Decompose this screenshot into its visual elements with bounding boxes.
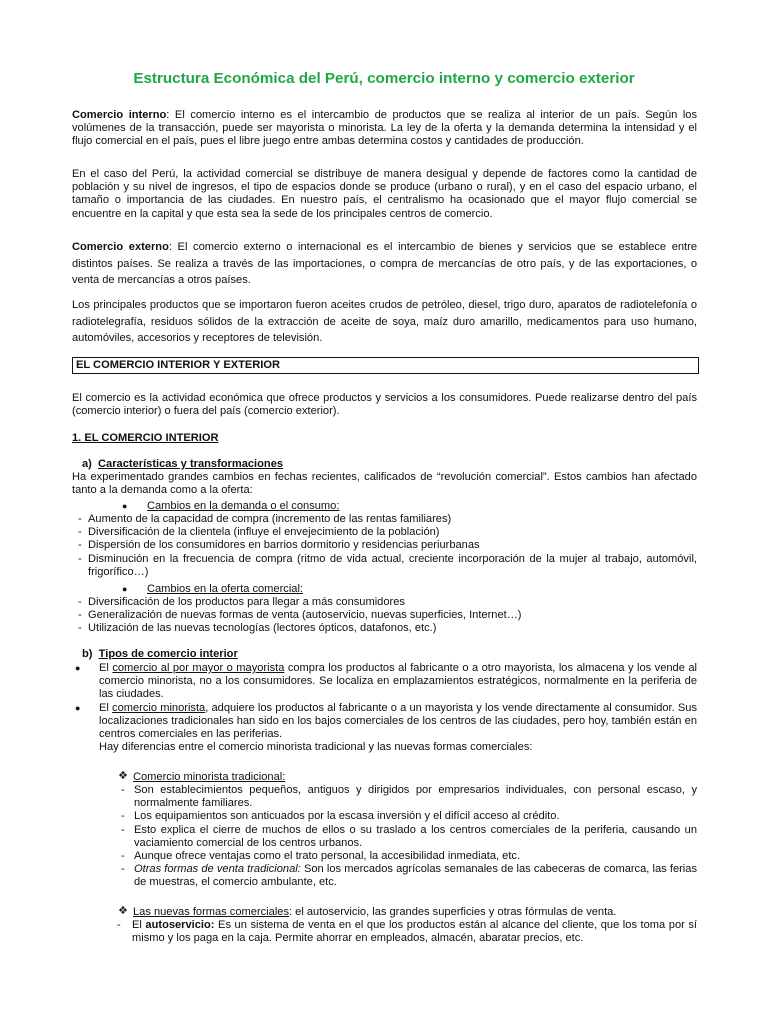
list-item: - Dispersión de los consumidores en barrios dormitorio y residencias periurbanas: [78, 539, 480, 552]
section-heading-box: EL COMERCIO INTERIOR Y EXTERIOR: [72, 357, 699, 374]
list-item: - Utilización de las nuevas tecnologías (lectores ópticos, datafonos, etc.): [78, 622, 437, 635]
diamond-bullet-icon: ❖: [118, 770, 128, 782]
subheading-a: a) Características y transformaciones: [82, 458, 284, 470]
bullet-icon: ●: [75, 702, 81, 713]
paragraph-commerce-definition: El comercio es la actividad económica que ofrece productos y servicios a los consumidores. Puede realizarse dentro del país (comercio interior) o fuera del país (comercio exterior).: [72, 392, 697, 418]
list-item: - Son establecimientos pequeños, antiguos y dirigidos por empresarios individuales, con personal escaso, y normalmente familiares.: [121, 784, 697, 810]
list-item: - Diversificación de la clientela (influye el envejecimiento de la población): [78, 526, 440, 539]
list-item: - Los equipamientos son anticuados por la escasa inversión y el difícil acceso al crédito.: [121, 810, 560, 823]
new-forms-list: [72, 919, 697, 945]
types-list: [72, 662, 697, 754]
paragraph-peru-case: En el caso del Perú, la actividad comercial se distribuye de manera desigual y depende de factores como la cantidad de población y su nivel de ingresos, el tipo de espacios donde se produce (urbano o rural), y en el caso del espacio urbano, el tamaño o importancia de las ciudades. En nuestro país, el centralismo ha ocasionado que el mayor flujo comercial se encuentre en la capital y que esta sea la sede de los principales centros de comercio.: [72, 168, 697, 220]
term-comercio-externo: Comercio externo: [72, 241, 169, 253]
trad-heading: ❖ Comercio minorista tradicional:: [118, 770, 286, 783]
trad-list: [72, 784, 697, 890]
offer-list: [72, 596, 697, 636]
list-item-minorista: ● El comercio minorista, adquiere los productos al fabricante o a un mayorista y los vende directamente al consumidor. Sus localizaciones tradicionales han sido en los bajos comerciales de los centros de las ciudades, pero hoy, también están en centros comerciales en las periferias. Hay diferencias entre el comercio minorista tradicional y las nuevas formas comerciales:: [75, 701, 697, 754]
list-item: - Generalización de nuevas formas de venta (autoservicio, nuevas superficies, Internet…): [78, 609, 522, 622]
diamond-bullet-icon: ❖: [118, 905, 128, 917]
list-item: - Otras formas de venta tradicional: Son los mercados agrícolas semanales de las cabeceras de comarca, las ferias de muestras, el comercio ambulante, etc.: [121, 863, 697, 889]
list-item-mayorista: ● El comercio al por mayor o mayorista compra los productos al fabricante o a otro mayorista, los almacena y los vende al comercio minorista, no a los consumidores. Se localiza en emplazamientos estratégicos, normalmente en la periferia de las ciudades.: [75, 662, 697, 701]
list-item: - Aunque ofrece ventajas como el trato personal, la accesibilidad inmediata, etc.: [121, 850, 521, 863]
demand-list: [72, 513, 697, 579]
list-item: - Diversificación de los productos para llegar a más consumidores: [78, 596, 405, 608]
bullet-icon: ●: [75, 663, 81, 673]
list-item: - Disminución en la frecuencia de compra (ritmo de vida actual, creciente incorporación de la mujer al trabajo, automóvil, frigorífico…): [78, 552, 697, 578]
bullet-icon: ●: [122, 501, 128, 511]
offer-heading: ● Cambios en la oferta comercial:: [122, 583, 303, 595]
demand-heading: ● Cambios en la demanda o el consumo:: [122, 500, 340, 512]
bullet-icon: ●: [122, 584, 128, 594]
new-forms-heading: ❖ Las nuevas formas comerciales: el autoservicio, las grandes superficies y otras fórmulas de venta.: [118, 905, 617, 918]
paragraph-comercio-externo: Comercio externo: El comercio externo o internacional es el intercambio de bienes y servicios que se establece entre distintos países. Se realiza a través de las importaciones, o compra de mercancías de otro país, y de las exportaciones, o venta de mercancías a otros países.: [72, 241, 697, 286]
paragraph-a-intro: Ha experimentado grandes cambios en fechas recientes, calificados de “revolución comercial”. Estos cambios han afectado tanto a la demanda como a la oferta:: [72, 471, 697, 497]
heading-comercio-interior: 1. EL COMERCIO INTERIOR: [72, 432, 219, 444]
paragraph-comercio-interno: Comercio interno: El comercio interno es el intercambio de productos que se realiza al interior de un país. Según los volúmenes de la transacción, puede ser mayorista o minorista. La ley de la oferta y la demanda determina la intensidad y el flujo comercial en el país, pues el libre juego entre ambas determina costos y cantidades de producción.: [72, 109, 697, 148]
list-item: - Esto explica el cierre de muchos de ellos o su traslado a los centros comerciales de la periferia, causando un vaciamiento comercial de los centros urbanos.: [121, 823, 697, 849]
subheading-b: b) Tipos de comercio interior: [82, 648, 238, 660]
list-item: - Aumento de la capacidad de compra (incremento de las rentas familiares): [78, 513, 452, 525]
paragraph-import-products: Los principales productos que se importaron fueron aceites crudos de petróleo, diesel, trigo duro, aparatos de radiotelefonía o radiotelegrafía, residuos sólidos de la extracción de aceite de soya, maíz duro amarillo, medicamentos para uso humano, automóviles, accesorios y receptores de televisión.: [72, 299, 697, 344]
list-item-autoservicio: - El autoservicio: Es un sistema de venta en el que los productos están al alcance del cliente, que los toma por sí mismo y los paga en la caja. Permite ahorrar en empleados, almacén, abaratar precios, etc.: [117, 919, 697, 945]
term-comercio-interno: Comercio interno: [72, 109, 167, 121]
page-title: Estructura Económica del Perú, comercio interno y comercio exterior: [133, 70, 635, 87]
